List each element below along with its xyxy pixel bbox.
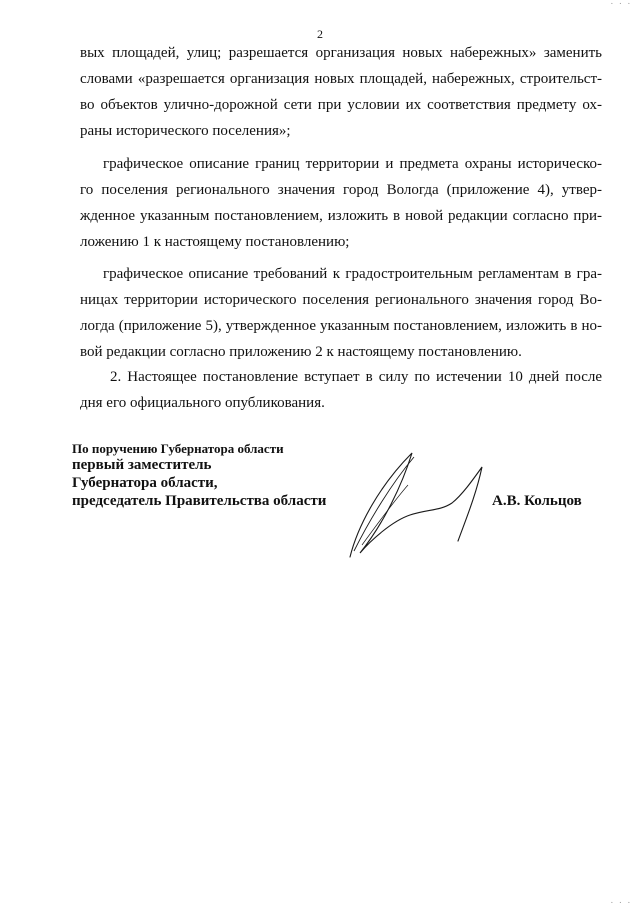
signature-position-line-3: председатель Правительства области (72, 493, 327, 509)
paragraph-1-line-1: вых площадей, улиц; разрешается организация новых набережных» заменить (80, 45, 602, 61)
paragraph-2-line-4: ложению 1 к настоящему постановлению; (80, 234, 350, 250)
signature-position-line-2: Губернатора области, (72, 475, 218, 491)
paragraph-4-line-2: дня его официального опубликования. (80, 395, 325, 411)
paragraph-1-line-2: словами «разрешается организация новых площадей, набережных, строительст- (80, 71, 602, 87)
signature-position-line-1: первый заместитель (72, 457, 212, 473)
corner-mark-top: . . . (610, 0, 632, 6)
paragraph-1-line-3: во объектов улично-дорожной сети при условии их соответствия предмету ох- (80, 97, 602, 113)
paragraph-2-line-3: жденное указанным постановлением, изложить в новой редакции согласно при- (80, 208, 602, 224)
handwritten-signature (340, 445, 500, 570)
paragraph-1-line-4: раны исторического поселения»; (80, 123, 291, 139)
page-number: 2 (317, 27, 323, 41)
paragraph-3-line-3: логда (приложение 5), утвержденное указанным постановлением, изложить в но- (80, 318, 602, 334)
paragraph-3-line-1: графическое описание требований к градостроительным регламентам в гра- (103, 266, 602, 282)
paragraph-3-line-2: ницах территории исторического поселения регионального значения город Во- (80, 292, 602, 308)
paragraph-2-line-2: го поселения регионального значения город Вологда (приложение 4), утвер- (80, 182, 602, 198)
paragraph-3-line-4: вой редакции согласно приложению 2 к настоящему постановлению. (80, 344, 522, 360)
corner-mark-bottom: . . . (610, 895, 632, 905)
paragraph-4-line-1: 2. Настоящее постановление вступает в силу по истечении 10 дней после (110, 369, 602, 385)
paragraph-2-line-1: графическое описание границ территории и предмета охраны историческо- (103, 156, 602, 172)
signature-on-behalf: По поручению Губернатора области (72, 441, 284, 456)
signer-name: А.В. Кольцов (492, 493, 582, 509)
